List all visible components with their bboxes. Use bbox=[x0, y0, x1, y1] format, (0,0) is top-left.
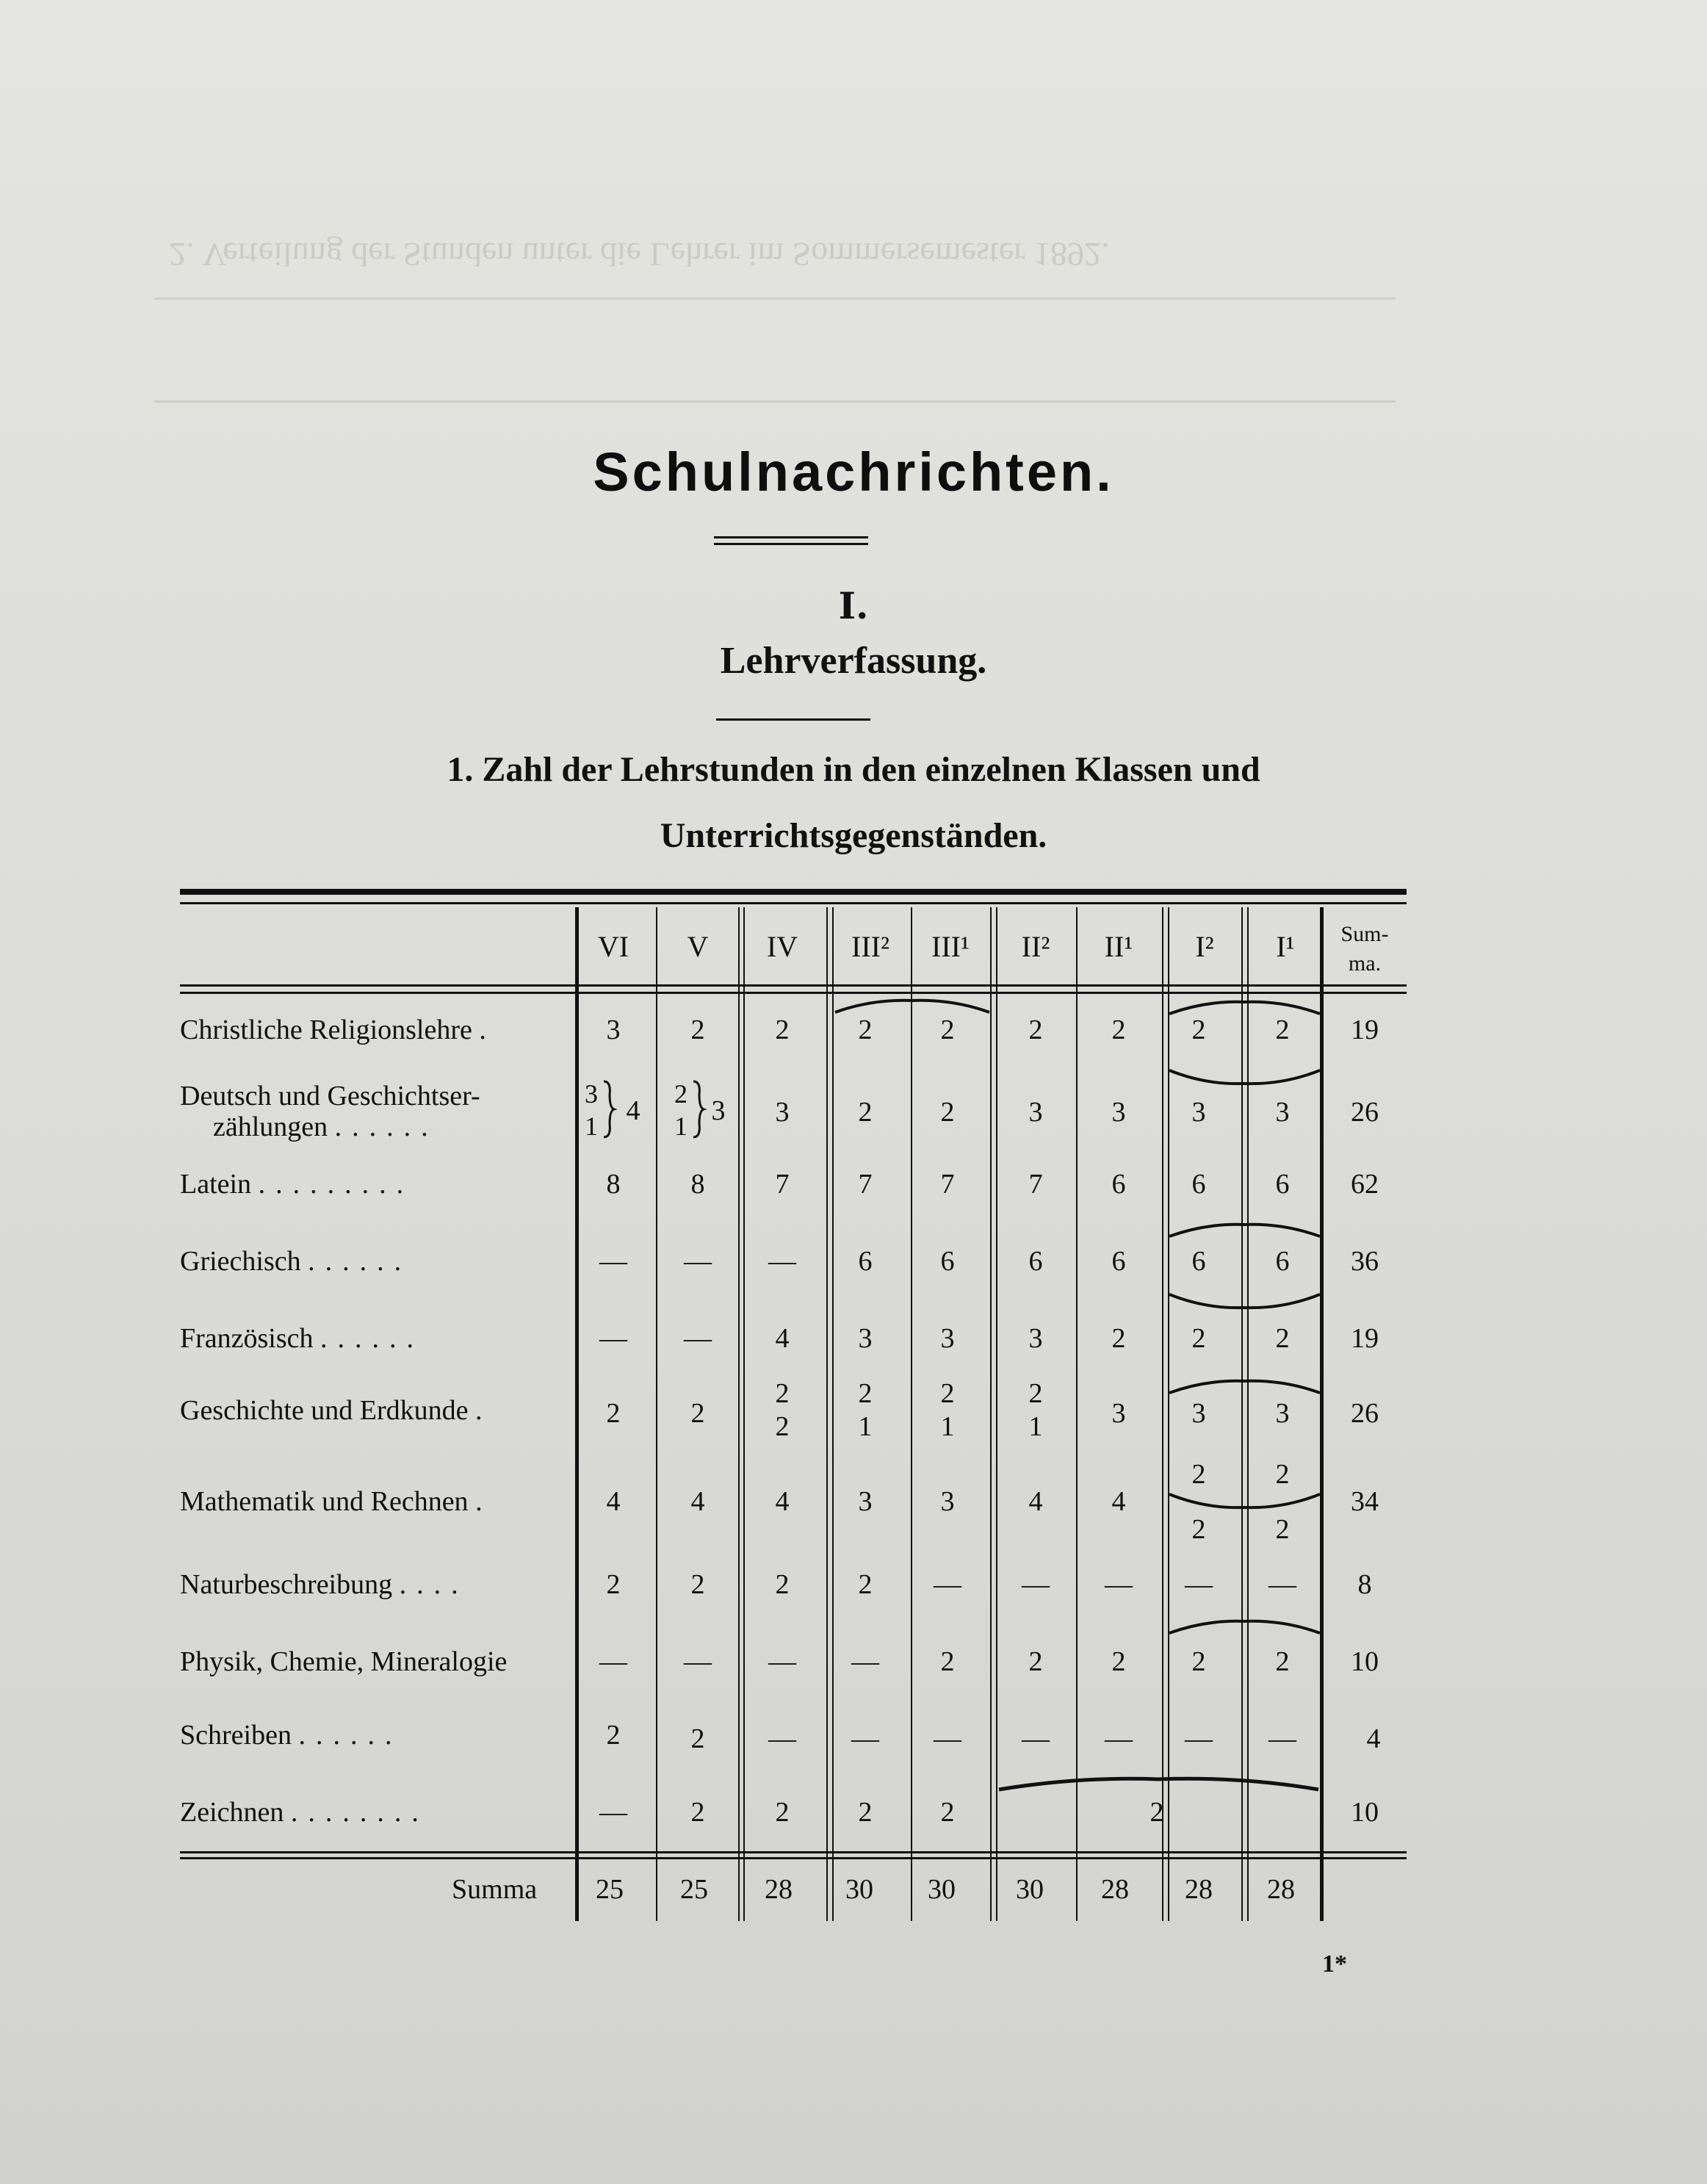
summa-cell: 28 bbox=[1185, 1874, 1213, 1905]
summa-label: Summa bbox=[452, 1874, 538, 1905]
table-cell: 2 bbox=[940, 1378, 955, 1409]
table-cell: 2 bbox=[940, 1097, 955, 1128]
col-rule bbox=[1076, 907, 1078, 1921]
table-cell: 3 bbox=[858, 1486, 873, 1517]
table-cell: — bbox=[934, 1723, 961, 1754]
table-cell: 6 bbox=[1028, 1246, 1043, 1277]
brace-zeichnen bbox=[999, 1776, 1318, 1798]
subject-label: Latein bbox=[180, 1169, 252, 1200]
table-cell: 3 bbox=[1191, 1097, 1206, 1128]
table-cell: 2 bbox=[1191, 1323, 1206, 1354]
table-cell: 6 bbox=[1191, 1246, 1206, 1277]
table-cell: — bbox=[1185, 1569, 1213, 1600]
summa-cell: 30 bbox=[845, 1874, 873, 1905]
leader-dots: . bbox=[479, 1014, 497, 1045]
table-cell: — bbox=[1105, 1723, 1133, 1754]
table-cell: 6 bbox=[940, 1246, 955, 1277]
table-cell: 7 bbox=[940, 1169, 955, 1200]
brace-path bbox=[1169, 1002, 1320, 1014]
table-cell: — bbox=[768, 1646, 796, 1677]
summa-cell: 28 bbox=[1267, 1874, 1295, 1905]
table-cell: 2 bbox=[940, 1797, 955, 1828]
table-cell: — bbox=[1105, 1569, 1133, 1600]
col-header-ii1: II¹ bbox=[1104, 930, 1133, 963]
brace-path bbox=[1169, 1225, 1320, 1236]
table-cell: — bbox=[1022, 1569, 1050, 1600]
table-cell-sum: 19 bbox=[1351, 1323, 1379, 1354]
table-cell: 2 bbox=[606, 1720, 621, 1751]
table-cell: 2 bbox=[1191, 1646, 1206, 1677]
brace-i-religion-bottom bbox=[1169, 1069, 1320, 1091]
summa-cell: 30 bbox=[928, 1874, 956, 1905]
brace-path bbox=[835, 1001, 989, 1012]
header-bottom-rule-2 bbox=[180, 992, 1407, 994]
table-row-subject bbox=[180, 1014, 497, 1046]
table-cell: — bbox=[851, 1723, 879, 1754]
table-row-subject bbox=[180, 1245, 411, 1277]
table-cell-split: 2 bbox=[674, 1079, 688, 1109]
table-cell: 2 bbox=[606, 1569, 621, 1600]
table-row-subject bbox=[180, 1485, 493, 1518]
table-cell: 2 bbox=[606, 1398, 621, 1429]
leader-dots: .... bbox=[399, 1569, 469, 1600]
table-cell: — bbox=[599, 1323, 627, 1354]
brace-path bbox=[1169, 1070, 1320, 1084]
table-cell: — bbox=[1268, 1569, 1296, 1600]
table-cell: 6 bbox=[1111, 1169, 1126, 1200]
table-cell: 2 bbox=[858, 1378, 873, 1409]
col-header-iii1: III¹ bbox=[931, 930, 970, 963]
table-cell: 8 bbox=[690, 1169, 705, 1200]
table-cell: — bbox=[684, 1323, 712, 1354]
table-row-subject bbox=[180, 1646, 507, 1678]
table-cell: 2 bbox=[858, 1797, 873, 1828]
brace-deutsch-v bbox=[690, 1080, 705, 1139]
table-cell: 3 bbox=[606, 1014, 621, 1045]
table-cell: 2 bbox=[690, 1014, 705, 1045]
table-cell: 6 bbox=[858, 1246, 873, 1277]
table-row-subject-cont bbox=[213, 1111, 439, 1143]
brace-path bbox=[999, 1778, 1318, 1790]
table-cell: 2 bbox=[1275, 1646, 1290, 1677]
table-cell: 2 bbox=[1028, 1378, 1043, 1409]
table-cell: 2 bbox=[1111, 1646, 1126, 1677]
table-cell: 2 bbox=[775, 1797, 790, 1828]
brace-path bbox=[1169, 1621, 1320, 1633]
table-cell: 7 bbox=[858, 1169, 873, 1200]
table-cell-sum: 8 bbox=[1357, 1569, 1372, 1600]
table-cell: 2 bbox=[858, 1097, 873, 1128]
table-cell: — bbox=[768, 1246, 796, 1277]
table-row-subject bbox=[180, 1394, 493, 1427]
leader-dots: ...... bbox=[308, 1246, 412, 1277]
table-cell: — bbox=[599, 1797, 627, 1828]
subject-label: Mathematik und Rechnen bbox=[180, 1486, 469, 1517]
table-cell-lower: 1 bbox=[858, 1411, 873, 1442]
summa-cell: 25 bbox=[680, 1874, 708, 1905]
table-row-subject bbox=[180, 1796, 429, 1828]
table-cell: — bbox=[1185, 1723, 1213, 1754]
table-cell: 3 bbox=[711, 1095, 726, 1126]
table-cell-sum: 26 bbox=[1351, 1398, 1379, 1429]
table-row-subject bbox=[180, 1322, 424, 1355]
subject-label: Griechisch bbox=[180, 1246, 301, 1277]
table-cell: 3 bbox=[940, 1486, 955, 1517]
subject-label: Physik, Chemie, Mineralogie bbox=[180, 1646, 508, 1677]
table-cell: — bbox=[599, 1646, 627, 1677]
table-cell: 4 bbox=[626, 1095, 640, 1126]
table-cell-split: 3 bbox=[585, 1079, 598, 1109]
table-cell-sum: 34 bbox=[1351, 1486, 1379, 1517]
table-cell-lower: 2 bbox=[1191, 1514, 1206, 1545]
summa-cell: 28 bbox=[765, 1874, 793, 1905]
col-header-vi: VI bbox=[597, 930, 629, 963]
table-cell-sum: 26 bbox=[1351, 1097, 1379, 1128]
col-rule bbox=[990, 907, 992, 1921]
table-cell: 3 bbox=[1111, 1097, 1126, 1128]
leader-dots: . bbox=[475, 1395, 493, 1426]
table-cell: 2 bbox=[1191, 1459, 1206, 1490]
table-row-subject bbox=[180, 1568, 469, 1601]
table-cell: 4 bbox=[775, 1486, 790, 1517]
leader-dots: ........ bbox=[290, 1797, 429, 1828]
brace-iii-religion bbox=[835, 999, 989, 1021]
table-cell: — bbox=[684, 1246, 712, 1277]
table-cell: 6 bbox=[1191, 1169, 1206, 1200]
table-cell: 2 bbox=[775, 1378, 790, 1409]
table-cell: — bbox=[934, 1569, 961, 1600]
table-top-rule-thin bbox=[180, 902, 1407, 904]
brace-i-geschichte bbox=[1169, 1380, 1320, 1402]
col-rule bbox=[743, 907, 745, 1921]
table-cell: 4 bbox=[1111, 1486, 1126, 1517]
subject-label: Naturbeschreibung bbox=[180, 1569, 393, 1600]
table-cell: 3 bbox=[1028, 1097, 1043, 1128]
table-cell: 2 bbox=[858, 1569, 873, 1600]
table-cell: 2 bbox=[1028, 1646, 1043, 1677]
table-cell: 2 bbox=[1150, 1797, 1164, 1828]
table-cell-sum: 19 bbox=[1351, 1014, 1379, 1045]
section-number: I. bbox=[838, 584, 869, 627]
brace-i-religion bbox=[1169, 1001, 1320, 1023]
page-title: Schulnachrichten. bbox=[593, 442, 1114, 502]
table-cell: 7 bbox=[1028, 1169, 1043, 1200]
table-cell: — bbox=[1268, 1723, 1296, 1754]
summa-cell: 30 bbox=[1016, 1874, 1044, 1905]
summa-cell: 28 bbox=[1101, 1874, 1129, 1905]
table-cell: 3 bbox=[940, 1323, 955, 1354]
brace-path bbox=[1169, 1381, 1320, 1393]
table-cell: 2 bbox=[1275, 1459, 1290, 1490]
table-cell: 2 bbox=[690, 1723, 705, 1754]
leader-dots: . bbox=[475, 1486, 493, 1517]
subject-label: Geschichte und Erdkunde bbox=[180, 1395, 469, 1426]
table-cell-split: 1 bbox=[674, 1111, 688, 1141]
table-cell: 2 bbox=[940, 1646, 955, 1677]
table-cell: 2 bbox=[1111, 1323, 1126, 1354]
col-rule bbox=[1241, 907, 1243, 1921]
col-header-v: V bbox=[687, 930, 709, 963]
table-cell-sum: 62 bbox=[1351, 1169, 1379, 1200]
brace-i-physik bbox=[1169, 1620, 1320, 1642]
col-header-summa-line2: ma. bbox=[1348, 951, 1382, 976]
table-row-subject bbox=[180, 1719, 402, 1751]
table-cell: 3 bbox=[1275, 1398, 1290, 1429]
subject-label: Christliche Religionslehre bbox=[180, 1014, 472, 1045]
brace-i-latein bbox=[1169, 1223, 1320, 1245]
col-header-summa bbox=[1328, 920, 1401, 979]
col-header-ii2: II² bbox=[1021, 930, 1050, 963]
table-cell: 6 bbox=[1275, 1169, 1290, 1200]
table-cell: 6 bbox=[1275, 1246, 1290, 1277]
subtitle-line-2: Unterrichtsgegenständen. bbox=[660, 816, 1047, 855]
brace-path bbox=[1169, 1294, 1320, 1308]
summa-top-rule-2 bbox=[180, 1857, 1407, 1859]
table-cell: 6 bbox=[1111, 1246, 1126, 1277]
table-cell: 3 bbox=[1111, 1398, 1126, 1429]
table-cell: — bbox=[1022, 1723, 1050, 1754]
col-rule bbox=[996, 907, 997, 1921]
table-cell: — bbox=[684, 1646, 712, 1677]
col-header-i1: I¹ bbox=[1276, 930, 1295, 963]
subject-label: Deutsch und Geschichtser- bbox=[180, 1081, 480, 1111]
signature-mark: 1* bbox=[1322, 1950, 1347, 1978]
subject-label: Zeichnen bbox=[180, 1797, 284, 1828]
table-cell: 2 bbox=[775, 1569, 790, 1600]
table-cell: 7 bbox=[775, 1169, 790, 1200]
table-cell: — bbox=[599, 1246, 627, 1277]
table-cell: 3 bbox=[1028, 1323, 1043, 1354]
leader-dots: ...... bbox=[298, 1720, 403, 1751]
table-cell-split: 1 bbox=[585, 1111, 598, 1141]
table-cell: 2 bbox=[1191, 1014, 1206, 1045]
col-rule bbox=[826, 907, 828, 1921]
col-rule bbox=[1320, 907, 1324, 1921]
table-cell: 2 bbox=[858, 1014, 873, 1045]
subject-label: Französisch bbox=[180, 1323, 314, 1354]
col-header-summa-line1: Sum- bbox=[1340, 922, 1389, 946]
table-cell-sum: 4 bbox=[1366, 1723, 1381, 1754]
brace-i-mathematik bbox=[1169, 1493, 1320, 1515]
section-title: Lehrverfassung. bbox=[720, 640, 987, 682]
header-bottom-rule bbox=[180, 984, 1407, 987]
col-header-iv: IV bbox=[766, 930, 798, 963]
table-cell-sum: 10 bbox=[1351, 1797, 1379, 1828]
table-cell-lower: 1 bbox=[940, 1411, 955, 1442]
subject-label: Schreiben bbox=[180, 1720, 292, 1751]
bleed-through-text: 2. Verteilung der Stunden unter die Lehrer im Sommersemester 1892. bbox=[169, 236, 1110, 273]
table-cell: 2 bbox=[775, 1014, 790, 1045]
table-cell: 4 bbox=[606, 1486, 621, 1517]
table-cell: 3 bbox=[1275, 1097, 1290, 1128]
table-cell: 2 bbox=[1028, 1014, 1043, 1045]
table-top-rule bbox=[180, 889, 1407, 895]
brace-deutsch-vi bbox=[601, 1080, 616, 1139]
table-cell-lower: 1 bbox=[1028, 1411, 1043, 1442]
leader-dots: ......... bbox=[258, 1169, 414, 1200]
table-cell: 2 bbox=[690, 1797, 705, 1828]
table-cell: 4 bbox=[775, 1323, 790, 1354]
table-cell: 4 bbox=[690, 1486, 705, 1517]
table-row-subject bbox=[180, 1080, 480, 1112]
table-cell: 2 bbox=[1275, 1014, 1290, 1045]
table-cell: 2 bbox=[690, 1569, 705, 1600]
table-cell-sum: 36 bbox=[1351, 1246, 1379, 1277]
table-cell-lower: 2 bbox=[1275, 1514, 1290, 1545]
summa-top-rule bbox=[180, 1851, 1407, 1853]
table-cell: 4 bbox=[1028, 1486, 1043, 1517]
table-cell: 3 bbox=[858, 1323, 873, 1354]
subject-label-cont: zählungen bbox=[213, 1111, 328, 1142]
col-header-iii2: III² bbox=[851, 930, 889, 963]
table-cell: 2 bbox=[940, 1014, 955, 1045]
table-cell-lower: 2 bbox=[775, 1411, 790, 1442]
leader-dots: ...... bbox=[320, 1323, 425, 1354]
table-cell: — bbox=[851, 1646, 879, 1677]
col-header-i2: I² bbox=[1195, 930, 1214, 963]
table-cell-sum: 10 bbox=[1351, 1646, 1379, 1677]
table-row-subject bbox=[180, 1168, 414, 1200]
table-cell: 3 bbox=[775, 1097, 790, 1128]
brace-path bbox=[693, 1081, 704, 1137]
table-cell: 8 bbox=[606, 1169, 621, 1200]
table-cell: 2 bbox=[1111, 1014, 1126, 1045]
leader-dots: ...... bbox=[334, 1111, 439, 1142]
summa-cell: 25 bbox=[596, 1874, 624, 1905]
col-rule bbox=[656, 907, 657, 1921]
col-rule bbox=[738, 907, 740, 1921]
brace-path bbox=[1169, 1494, 1320, 1507]
subtitle-line-1: 1. Zahl der Lehrstunden in den einzelnen Klassen und bbox=[447, 750, 1260, 789]
table-cell: 2 bbox=[690, 1398, 705, 1429]
table-cell: — bbox=[768, 1723, 796, 1754]
brace-i-griechisch bbox=[1169, 1293, 1320, 1315]
table-cell: 3 bbox=[1191, 1398, 1206, 1429]
table-cell: 2 bbox=[1275, 1323, 1290, 1354]
brace-path bbox=[604, 1081, 614, 1137]
